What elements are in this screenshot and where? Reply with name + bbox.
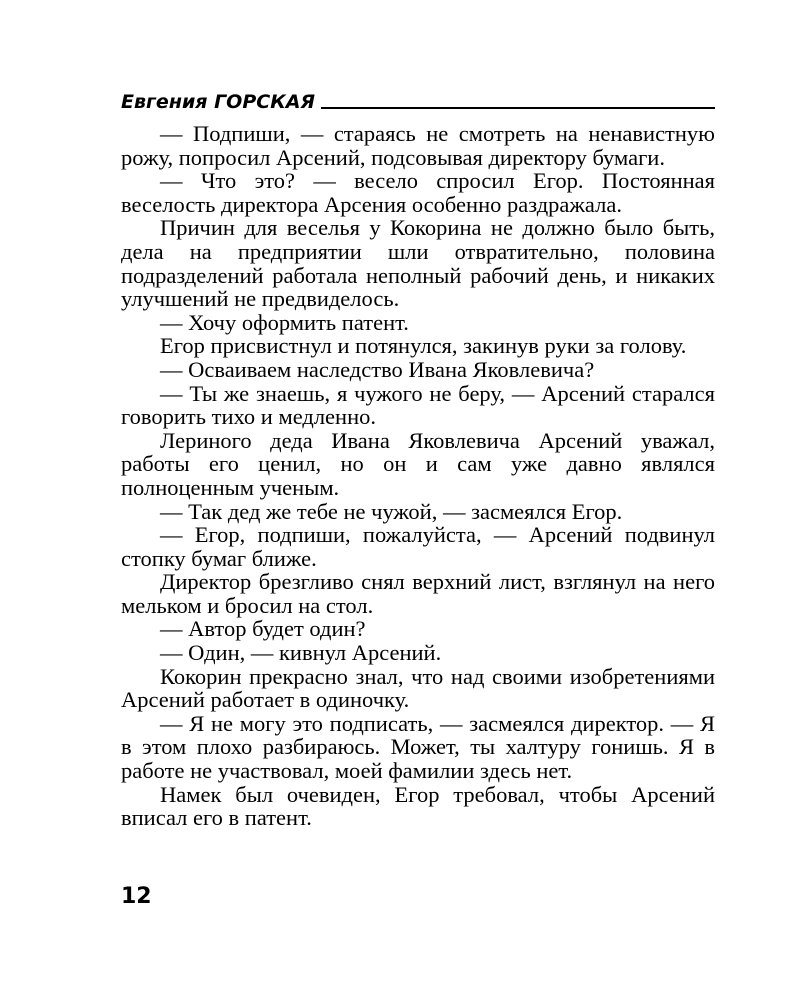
paragraph: — Ты же знаешь, я чужого не беру, — Арсений старался говорить тихо и медленно. [121, 380, 715, 430]
paragraph: Лериного деда Ивана Яковлевича Арсений уважал, работы его ценил, но он и сам уже давно являлся полноценным ученым. [121, 427, 715, 500]
paragraph: — Осваиваем наследство Ивана Яковлевича? [160, 356, 595, 382]
paragraph: Директор брезгливо снял верхний лист, взглянул на него мельком и бросил на стол. [121, 569, 715, 618]
body-text [121, 122, 715, 830]
paragraph: — Автор будет один? [160, 616, 366, 642]
running-header [121, 88, 715, 112]
paragraph: — Хочу оформить патент. [160, 309, 409, 335]
paragraph: Кокорин прекрасно знал, что над своими изобретениями Арсений работает в одиночку. [121, 663, 715, 713]
paragraph: — Один, — кивнул Арсений. [160, 640, 442, 666]
paragraph: Причин для веселья у Кокорина не должно было быть, дела на предприятии шли отвратительно, половина подразделений работала неполный рабочий день, и никаких улучшений не предвиделось. [121, 215, 715, 312]
author-name: Евгения ГОРСКАЯ [121, 91, 316, 113]
page-number: 12 [121, 884, 152, 909]
paragraph: — Что это? — весело спросил Егор. Постоянная веселость директора Арсения особенно раздражала. [121, 168, 715, 217]
paragraph: Егор присвистнул и потянулся, закинув руки за голову. [160, 333, 687, 359]
paragraph: — Я не могу это подписать, — засмеялся директор. — Я в этом плохо разбираюсь. Может, ты халтуру гонишь. Я в работе не участвовал, моей фамилии здесь нет. [121, 710, 715, 784]
paragraph: — Егор, подпиши, пожалуйста, — Арсений подвинул стопку бумаг ближе. [121, 522, 715, 571]
paragraph: — Так дед же тебе не чужой, — засмеялся Егор. [160, 498, 623, 524]
paragraph: — Подпиши, — стараясь не смотреть на ненавистную рожу, попросил Арсений, подсовывая директору бумаги. [121, 121, 715, 170]
paragraph: Намек был очевиден, Егор требовал, чтобы Арсений вписал его в патент. [121, 781, 715, 831]
header-rule [321, 107, 715, 109]
